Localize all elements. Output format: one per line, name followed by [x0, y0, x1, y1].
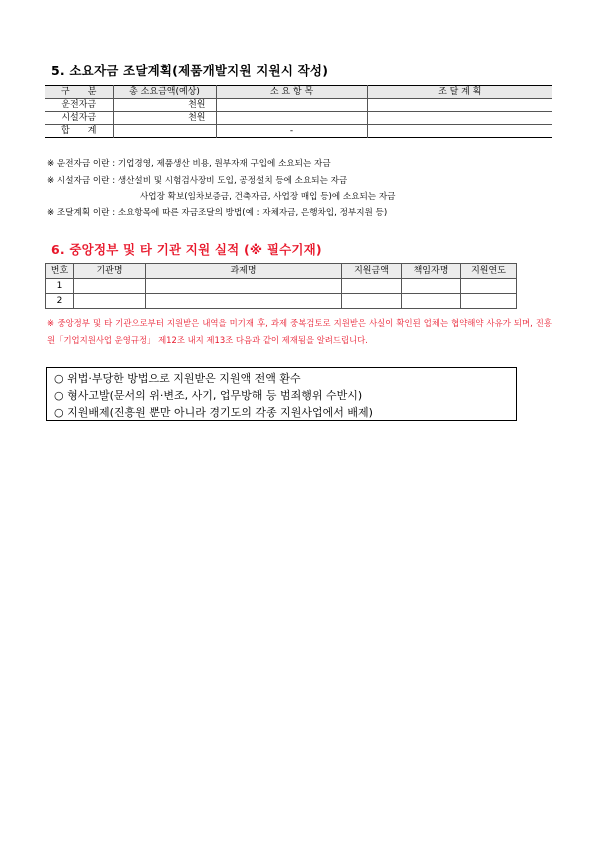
- header-agency: 기관명: [74, 264, 146, 279]
- year-cell[interactable]: [461, 279, 517, 294]
- amount-unit[interactable]: [113, 125, 216, 138]
- section-6-title: 6. 중앙정부 및 타 기관 지원 실적 (※ 필수기재): [51, 242, 322, 257]
- funding-plan-table: [45, 85, 552, 138]
- plan-cell[interactable]: [367, 99, 552, 112]
- agency-cell[interactable]: [74, 279, 146, 294]
- amount-cell[interactable]: [342, 294, 402, 309]
- row-label: 시설자금: [45, 112, 113, 125]
- sanction-refund: ○ 위법·부당한 방법으로 지원받은 지원액 전액 환수: [54, 372, 301, 385]
- note-facility-funds-cont: 사업장 확보(임차보증금, 건축자금, 사업장 매입 등)에 소요되는 자금: [140, 192, 396, 202]
- plan-cell[interactable]: [367, 112, 552, 125]
- note-procurement-plan: ※ 조달계획 이란 : 소요항목에 따른 자금조달의 방법(예 : 자체자금, 은행차입, 정부지원 등): [47, 208, 388, 218]
- table-row: [45, 99, 552, 112]
- note-facility-funds: ※ 시설자금 이란 : 생산설비 및 시험검사장비 도입, 공정설치 등에 소요되는 자금: [47, 176, 348, 186]
- manager-cell[interactable]: [402, 279, 461, 294]
- manager-cell[interactable]: [402, 294, 461, 309]
- note-operating-funds: ※ 운전자금 이란 : 기업경영, 제품생산 비용, 원부자재 구입에 소요되는 자금: [47, 159, 331, 169]
- header-total-amount: 총 소요금액(예상): [113, 86, 216, 99]
- item-cell[interactable]: -: [216, 125, 367, 138]
- table-row: [46, 294, 517, 309]
- row-number: 2: [46, 294, 74, 309]
- row-number: 1: [46, 279, 74, 294]
- amount-unit[interactable]: 천원: [113, 99, 216, 112]
- header-amount: 지원금액: [342, 264, 402, 279]
- support-warning-note: ※ 중앙정부 및 타 기관으로부터 지원받은 내역을 미기재 후, 과제 중복검토로 지원받은 사실이 확인된 업체는 협약해약 사유가 되며, 진흥원「기업지원사업 운영규정」 제12조 내지 제13조 다음과 같이 제재됨을 알려드립니다.: [47, 318, 552, 345]
- sanctions-box: [46, 367, 517, 421]
- support-table-header: [46, 264, 517, 279]
- header-project: 과제명: [146, 264, 342, 279]
- amount-cell[interactable]: [342, 279, 402, 294]
- header-number: 번호: [46, 264, 74, 279]
- amount-unit[interactable]: 천원: [113, 112, 216, 125]
- header-required-items: 소 요 항 목: [216, 86, 367, 99]
- header-procurement-plan: 조 달 계 획: [367, 86, 552, 99]
- sanction-criminal-complaint: ○ 형사고발(문서의 위·변조, 사기, 업무방해 등 범죄행위 수반시): [54, 389, 363, 402]
- funding-table-header: [45, 86, 552, 99]
- header-category: 구 분: [45, 86, 113, 99]
- header-manager: 책임자명: [402, 264, 461, 279]
- table-row: [46, 279, 517, 294]
- row-label: 운전자금: [45, 99, 113, 112]
- table-row: [45, 125, 552, 138]
- item-cell[interactable]: [216, 99, 367, 112]
- header-year: 지원연도: [461, 264, 517, 279]
- year-cell[interactable]: [461, 294, 517, 309]
- project-cell[interactable]: [146, 294, 342, 309]
- support-history-table: [45, 263, 517, 309]
- table-row: [45, 112, 552, 125]
- project-cell[interactable]: [146, 279, 342, 294]
- agency-cell[interactable]: [74, 294, 146, 309]
- section-5-title: 5. 소요자금 조달계획(제품개발지원 지원시 작성): [51, 63, 329, 78]
- plan-cell[interactable]: [367, 125, 552, 138]
- item-cell[interactable]: [216, 112, 367, 125]
- row-label: 합 계: [45, 125, 113, 138]
- sanction-exclusion: ○ 지원배제(진흥원 뿐만 아니라 경기도의 각종 지원사업에서 배제): [54, 406, 373, 419]
